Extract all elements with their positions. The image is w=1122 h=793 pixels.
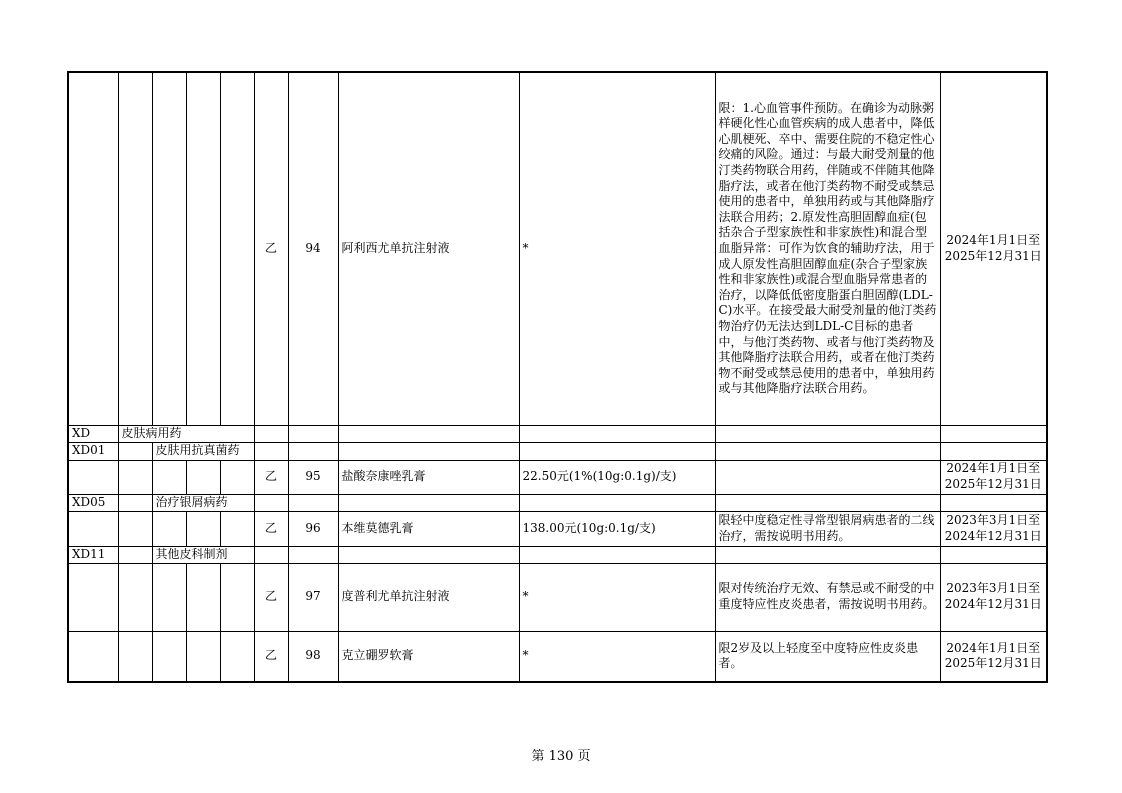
- drug-name: 本维莫德乳膏: [338, 511, 519, 546]
- cell-empty: [152, 631, 186, 682]
- cell-empty: [940, 442, 1047, 460]
- cell-empty: [118, 563, 152, 631]
- category-name: 皮肤病用药: [118, 425, 254, 442]
- drug-number: 96: [288, 511, 338, 546]
- drug-number: 98: [288, 631, 338, 682]
- cell-empty: [338, 442, 519, 460]
- drug-class: 乙: [254, 511, 288, 546]
- table-row: [68, 460, 1047, 494]
- drug-price: *: [519, 72, 715, 425]
- validity-start: 2023年3月1日至: [946, 581, 1041, 596]
- drug-restriction: [715, 460, 940, 494]
- drug-number: 95: [288, 460, 338, 494]
- drug-name: 盐酸奈康唑乳膏: [338, 460, 519, 494]
- cell-empty: [254, 494, 288, 511]
- category-code: XD01: [68, 442, 118, 460]
- validity-end: 2025年12月31日: [944, 656, 1042, 671]
- drug-name: 克立硼罗软膏: [338, 631, 519, 682]
- drug-validity: [940, 72, 1047, 425]
- drug-number: 94: [288, 72, 338, 425]
- drug-validity: [940, 631, 1047, 682]
- drug-number: 97: [288, 563, 338, 631]
- drug-price: *: [519, 631, 715, 682]
- drug-price: 138.00元(10g:0.1g/支): [519, 511, 715, 546]
- page-number: 第 130 页: [531, 749, 591, 764]
- cell-empty: [118, 442, 152, 460]
- cell-empty: [118, 631, 152, 682]
- cell-empty: [68, 511, 118, 546]
- cell-empty: [715, 546, 940, 563]
- validity-start: 2023年3月1日至: [946, 512, 1041, 527]
- cell-empty: [186, 460, 220, 494]
- drug-restriction: 限：1.心血管事件预防。在确诊为动脉粥样硬化性心血管疾病的成人患者中，降低心肌梗死、卒中、需要住院的不稳定性心绞痛的风险。通过：与最大耐受剂量的他汀类药物联合用药，伴随或不伴随其他降脂疗法，或者在他汀类药物不耐受或禁忌使用的患者中，单独用药或与其他降脂疗法联合用药；2.原发性高胆固醇血症(包括杂合子型家族性和非家族性)和混合型血脂异常：可作为饮食的辅助疗法，用于成人原发性高胆固醇血症(杂合子型家族性和非家族性)或混合型血脂异常患者的治疗，以降低低密度脂蛋白胆固醇(LDL-C)水平。在接受最大耐受剂量的他汀类药物治疗仍无法达到LDL-C目标的患者中，与他汀类药物、或者与他汀类药物及其他降脂疗法联合用药，或者在他汀类药物不耐受或禁忌使用的患者中，单独用药或与其他降脂疗法联合用药。: [715, 72, 940, 425]
- drug-validity: [940, 460, 1047, 494]
- cell-empty: [118, 72, 152, 425]
- drug-price: 22.50元(1%(10g:0.1g)/支): [519, 460, 715, 494]
- cell-empty: [186, 511, 220, 546]
- category-code: XD11: [68, 546, 118, 563]
- cell-empty: [220, 72, 254, 425]
- cell-empty: [715, 442, 940, 460]
- drug-validity: [940, 511, 1047, 546]
- cell-empty: [338, 425, 519, 442]
- cell-empty: [68, 460, 118, 494]
- validity-end: 2025年12月31日: [944, 477, 1042, 491]
- cell-empty: [940, 494, 1047, 511]
- category-name: 治疗银屑病药: [152, 494, 254, 511]
- category-row: [68, 546, 1047, 563]
- cell-empty: [152, 460, 186, 494]
- cell-empty: [152, 563, 186, 631]
- cell-empty: [288, 546, 338, 563]
- cell-empty: [288, 425, 338, 442]
- cell-empty: [186, 631, 220, 682]
- cell-empty: [254, 442, 288, 460]
- validity-end: 2024年12月31日: [944, 597, 1042, 611]
- cell-empty: [715, 425, 940, 442]
- category-name: 其他皮科制剂: [152, 546, 254, 563]
- drug-catalog-table: [67, 71, 1048, 683]
- drug-class: 乙: [254, 631, 288, 682]
- cell-empty: [186, 72, 220, 425]
- cell-empty: [338, 546, 519, 563]
- cell-empty: [118, 546, 152, 563]
- table-row: [68, 72, 1047, 425]
- cell-empty: [288, 442, 338, 460]
- drug-class: 乙: [254, 563, 288, 631]
- drug-restriction: 限对传统治疗无效、有禁忌或不耐受的中重度特应性皮炎患者，需按说明书用药。: [715, 563, 940, 631]
- category-name: 皮肤用抗真菌药: [152, 442, 254, 460]
- drug-class: 乙: [254, 72, 288, 425]
- table-row: [68, 511, 1047, 546]
- category-row: [68, 494, 1047, 511]
- cell-empty: [118, 511, 152, 546]
- cell-empty: [220, 511, 254, 546]
- cell-empty: [519, 494, 715, 511]
- drug-name: 度普利尤单抗注射液: [338, 563, 519, 631]
- validity-start: 2024年1月1日至: [946, 461, 1041, 476]
- cell-empty: [152, 72, 186, 425]
- cell-empty: [254, 425, 288, 442]
- validity-start: 2024年1月1日至: [946, 640, 1041, 655]
- cell-empty: [220, 460, 254, 494]
- cell-empty: [715, 494, 940, 511]
- category-code: XD: [68, 425, 118, 442]
- cell-empty: [68, 72, 118, 425]
- cell-empty: [288, 494, 338, 511]
- cell-empty: [519, 425, 715, 442]
- category-row: [68, 442, 1047, 460]
- drug-restriction: 限2岁及以上轻度至中度特应性皮炎患者。: [715, 631, 940, 682]
- cell-empty: [519, 442, 715, 460]
- category-row: [68, 425, 1047, 442]
- cell-empty: [220, 631, 254, 682]
- table-row: [68, 563, 1047, 631]
- cell-empty: [940, 425, 1047, 442]
- cell-empty: [152, 511, 186, 546]
- drug-class: 乙: [254, 460, 288, 494]
- cell-empty: [186, 563, 220, 631]
- validity-end: 2025年12月31日: [944, 248, 1042, 263]
- cell-empty: [254, 546, 288, 563]
- cell-empty: [118, 460, 152, 494]
- validity-start: 2024年1月1日至: [946, 233, 1041, 248]
- validity-end: 2024年12月31日: [944, 528, 1042, 543]
- drug-validity: [940, 563, 1047, 631]
- cell-empty: [68, 631, 118, 682]
- cell-empty: [118, 494, 152, 511]
- cell-empty: [68, 563, 118, 631]
- cell-empty: [220, 563, 254, 631]
- cell-empty: [338, 494, 519, 511]
- cell-empty: [519, 546, 715, 563]
- drug-price: *: [519, 563, 715, 631]
- drug-name: 阿利西尤单抗注射液: [338, 72, 519, 425]
- category-code: XD05: [68, 494, 118, 511]
- drug-restriction: 限轻中度稳定性寻常型银屑病患者的二线治疗，需按说明书用药。: [715, 511, 940, 546]
- cell-empty: [940, 546, 1047, 563]
- table-row: [68, 631, 1047, 682]
